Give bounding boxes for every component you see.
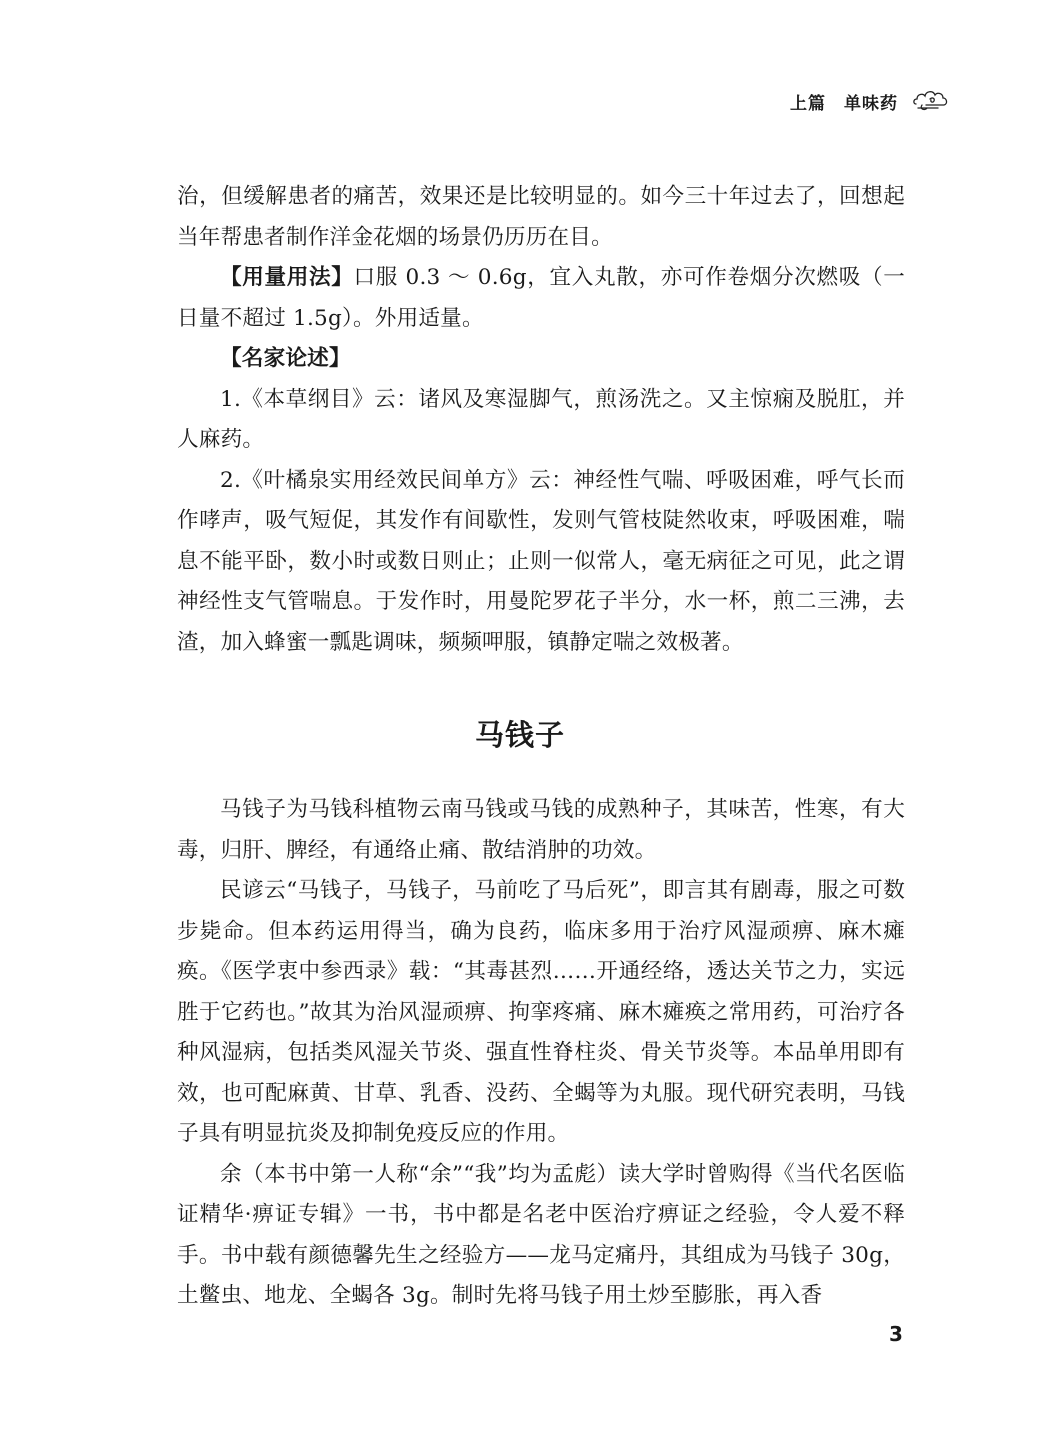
paragraph-3: 余（本书中第一人称“余”“我”均为孟彪）读大学时曾购得《当代名医临证精华·痹证专辑》一书，书中都是名老中医治疗痹证之经验，令人爱不释手。书中载有颜德馨先生之经验方——龙马定痛丹，其组成为马钱子 30g，土鳖虫、地龙、全蝎各 3g。制时先将马钱子用土炒至膨胀，再入香 [177, 1161, 905, 1308]
section-maqianzi [177, 790, 905, 1317]
paragraph-continued: 治，但缓解患者的痛苦，效果还是比较明显的。如今三十年过去了，回想起当年帮患者制作洋金花烟的场景仍历历在目。 [177, 184, 905, 250]
section-title-maqianzi: 马钱子 [474, 718, 565, 752]
paragraph-2: 民谚云“马钱子，马钱子，马前吃了马后死”，即言其有剧毒，服之可数步毙命。但本药运用得当，确为良药，临床多用于治疗风湿顽痹、麻木瘫痪。《医学衷中参西录》载：“其毒甚烈……开通经络，透达关节之力，实远胜于它药也。”故其为治风湿顽痹、拘挛疼痛、麻木瘫痪之常用药，可治疗各种风湿病，包括类风湿关节炎、强直性脊柱炎、骨关节炎等。本品单用即有效，也可配麻黄、甘草、乳香、没药、全蝎等为丸服。现代研究表明，马钱子具有明显抗炎及抑制免疫反应的作用。 [177, 878, 905, 1146]
page-number: 3 [889, 1322, 903, 1346]
cloud-ornament-icon [912, 86, 950, 116]
experts-label: 【名家论述】 [220, 346, 351, 371]
dosage-label: 【用量用法】 [220, 265, 354, 290]
quote-2: 2.《叶橘泉实用经效民间单方》云：神经性气喘、呼吸困难，呼气长而作哮声，吸气短促，其发作有间歇性，发则气管枝陡然收束，呼吸困难，喘息不能平卧，数小时或数日则止；止则一似常人，毫无病征之可见，此之谓神经性支气管喘息。于发作时，用曼陀罗花子半分，水一杯，煎二三沸，去渣，加入蜂蜜一瓢匙调味，频频呷服，镇静定喘之效极著。 [177, 467, 905, 655]
header-title: 上篇 单味药 [790, 93, 898, 114]
section-datura-continued [177, 177, 905, 663]
paragraph-1: 马钱子为马钱科植物云南马钱或马钱的成熟种子，其味苦，性寒，有大毒，归肝、脾经，有通络止痛、散结消肿的功效。 [177, 797, 905, 863]
running-header [790, 86, 950, 116]
dosage-paragraph [177, 258, 905, 339]
dosage-text: 口服 0.3 ～ 0.6g，宜入丸散，亦可作卷烟分次燃吸（一日量不超过 1.5g）。外用适量。 [177, 265, 905, 331]
quote-1: 1.《本草纲目》云：诸风及寒湿脚气，煎汤洗之。又主惊痫及脱肛，并人麻药。 [177, 386, 905, 452]
